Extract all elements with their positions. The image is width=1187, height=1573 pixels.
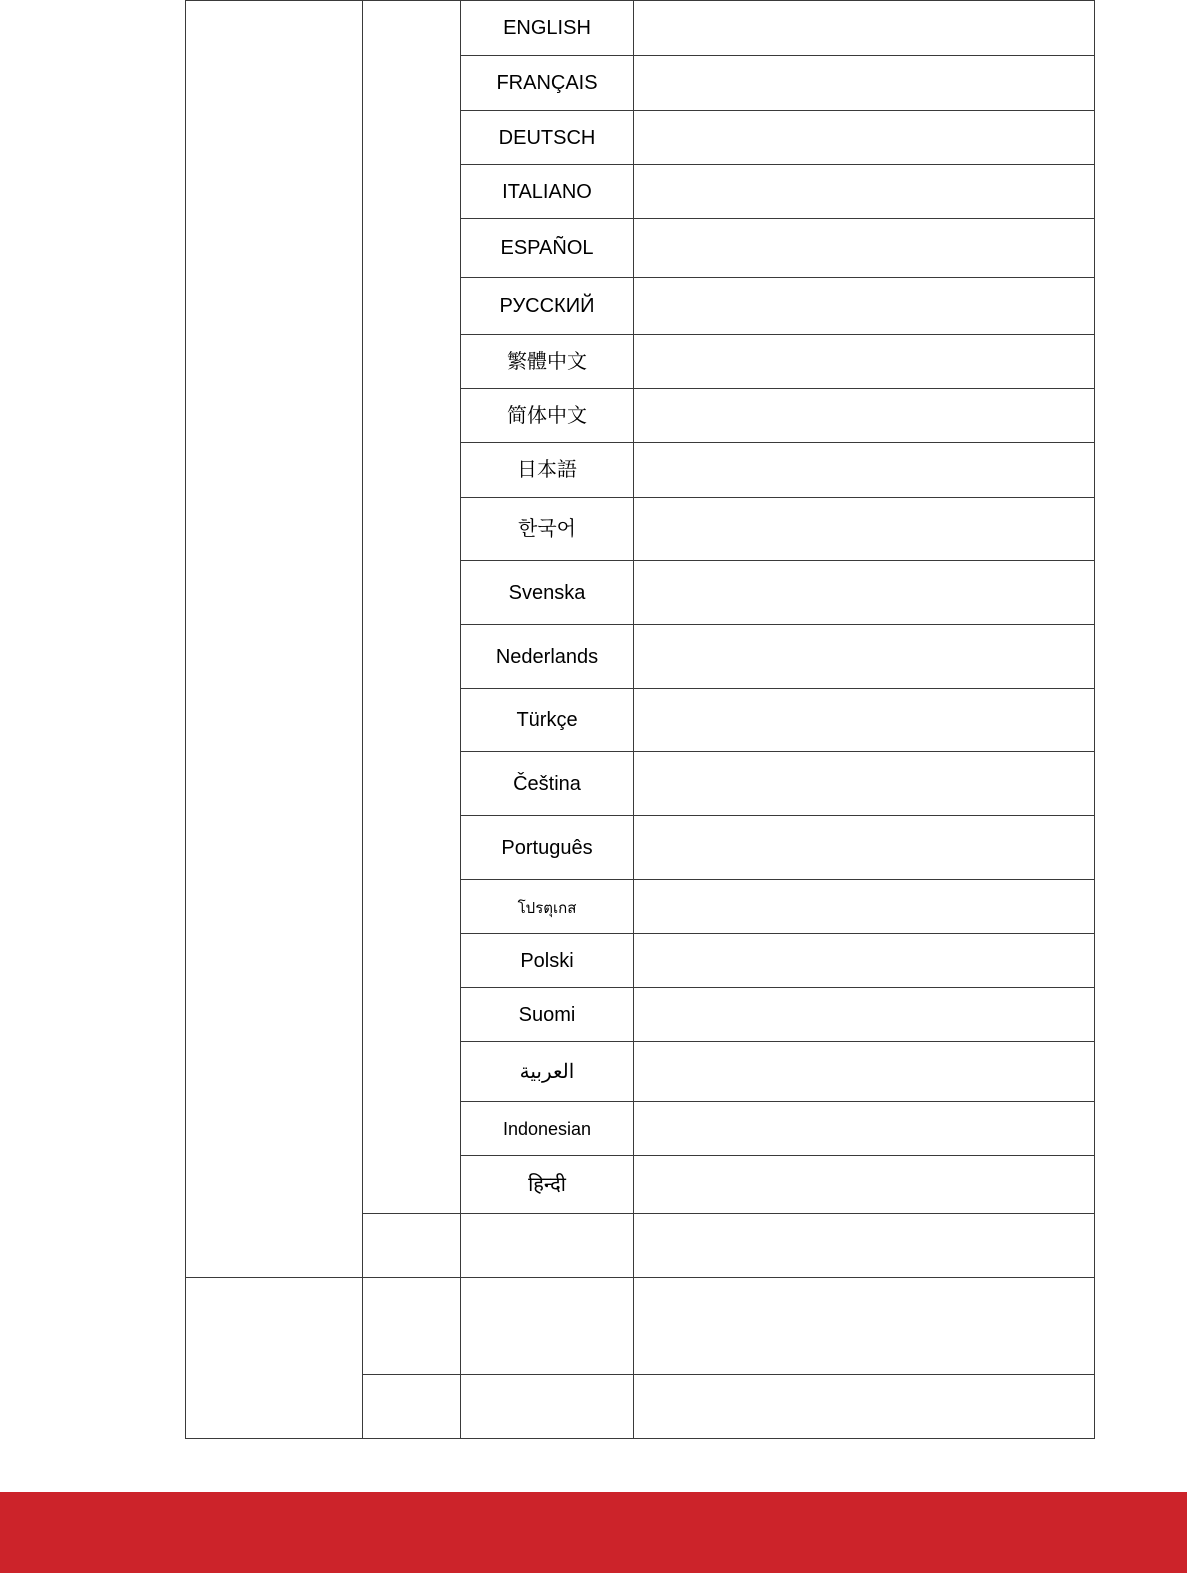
table-row (186, 1278, 1095, 1375)
menu-item-cell (363, 1278, 461, 1375)
menu-item-cell (363, 1214, 461, 1278)
description-cell (634, 389, 1095, 443)
description-cell (634, 165, 1095, 219)
description-cell (634, 219, 1095, 278)
language-option-francais: FRANÇAIS (461, 56, 634, 111)
language-settings-table (185, 0, 1095, 1439)
description-cell (634, 1278, 1095, 1375)
language-option-english: ENGLISH (461, 1, 634, 56)
menu-item-cell (363, 1, 461, 1214)
description-cell (634, 443, 1095, 498)
footer-bar (0, 1492, 1187, 1573)
description-cell (634, 278, 1095, 335)
description-cell (634, 625, 1095, 689)
description-cell (634, 1156, 1095, 1214)
description-cell (634, 56, 1095, 111)
menu-category-cell (186, 1, 363, 1278)
description-cell (634, 1102, 1095, 1156)
option-cell (461, 1214, 634, 1278)
language-option-cestina: Čeština (461, 752, 634, 816)
language-option-arabic: العربية (461, 1042, 634, 1102)
language-option-polski: Polski (461, 934, 634, 988)
language-option-espanol: ESPAÑOL (461, 219, 634, 278)
description-cell (634, 1042, 1095, 1102)
language-option-japanese: 日本語 (461, 443, 634, 498)
language-option-traditional-chinese: 繁體中文 (461, 335, 634, 389)
description-cell (634, 689, 1095, 752)
language-option-svenska: Svenska (461, 561, 634, 625)
language-option-simplified-chinese: 简体中文 (461, 389, 634, 443)
language-option-hindi: हिन्दी (461, 1156, 634, 1214)
description-cell (634, 498, 1095, 561)
description-cell (634, 111, 1095, 165)
description-cell (634, 816, 1095, 880)
description-cell (634, 880, 1095, 934)
menu-category-cell (186, 1278, 363, 1439)
language-option-suomi: Suomi (461, 988, 634, 1042)
description-cell (634, 1375, 1095, 1439)
settings-table-container (185, 0, 1094, 1439)
description-cell (634, 988, 1095, 1042)
description-cell (634, 752, 1095, 816)
language-option-russian: РУССКИЙ (461, 278, 634, 335)
language-option-nederlands: Nederlands (461, 625, 634, 689)
language-option-korean: 한국어 (461, 498, 634, 561)
description-cell (634, 561, 1095, 625)
description-cell (634, 1214, 1095, 1278)
table-row (186, 1, 1095, 56)
language-option-turkce: Türkçe (461, 689, 634, 752)
description-cell (634, 934, 1095, 988)
language-option-portugues: Português (461, 816, 634, 880)
option-cell (461, 1375, 634, 1439)
language-option-indonesian: Indonesian (461, 1102, 634, 1156)
description-cell (634, 1, 1095, 56)
language-option-italiano: ITALIANO (461, 165, 634, 219)
language-option-deutsch: DEUTSCH (461, 111, 634, 165)
language-option-thai: โปรตุเกส (461, 880, 634, 934)
option-cell (461, 1278, 634, 1375)
menu-item-cell (363, 1375, 461, 1439)
description-cell (634, 335, 1095, 389)
